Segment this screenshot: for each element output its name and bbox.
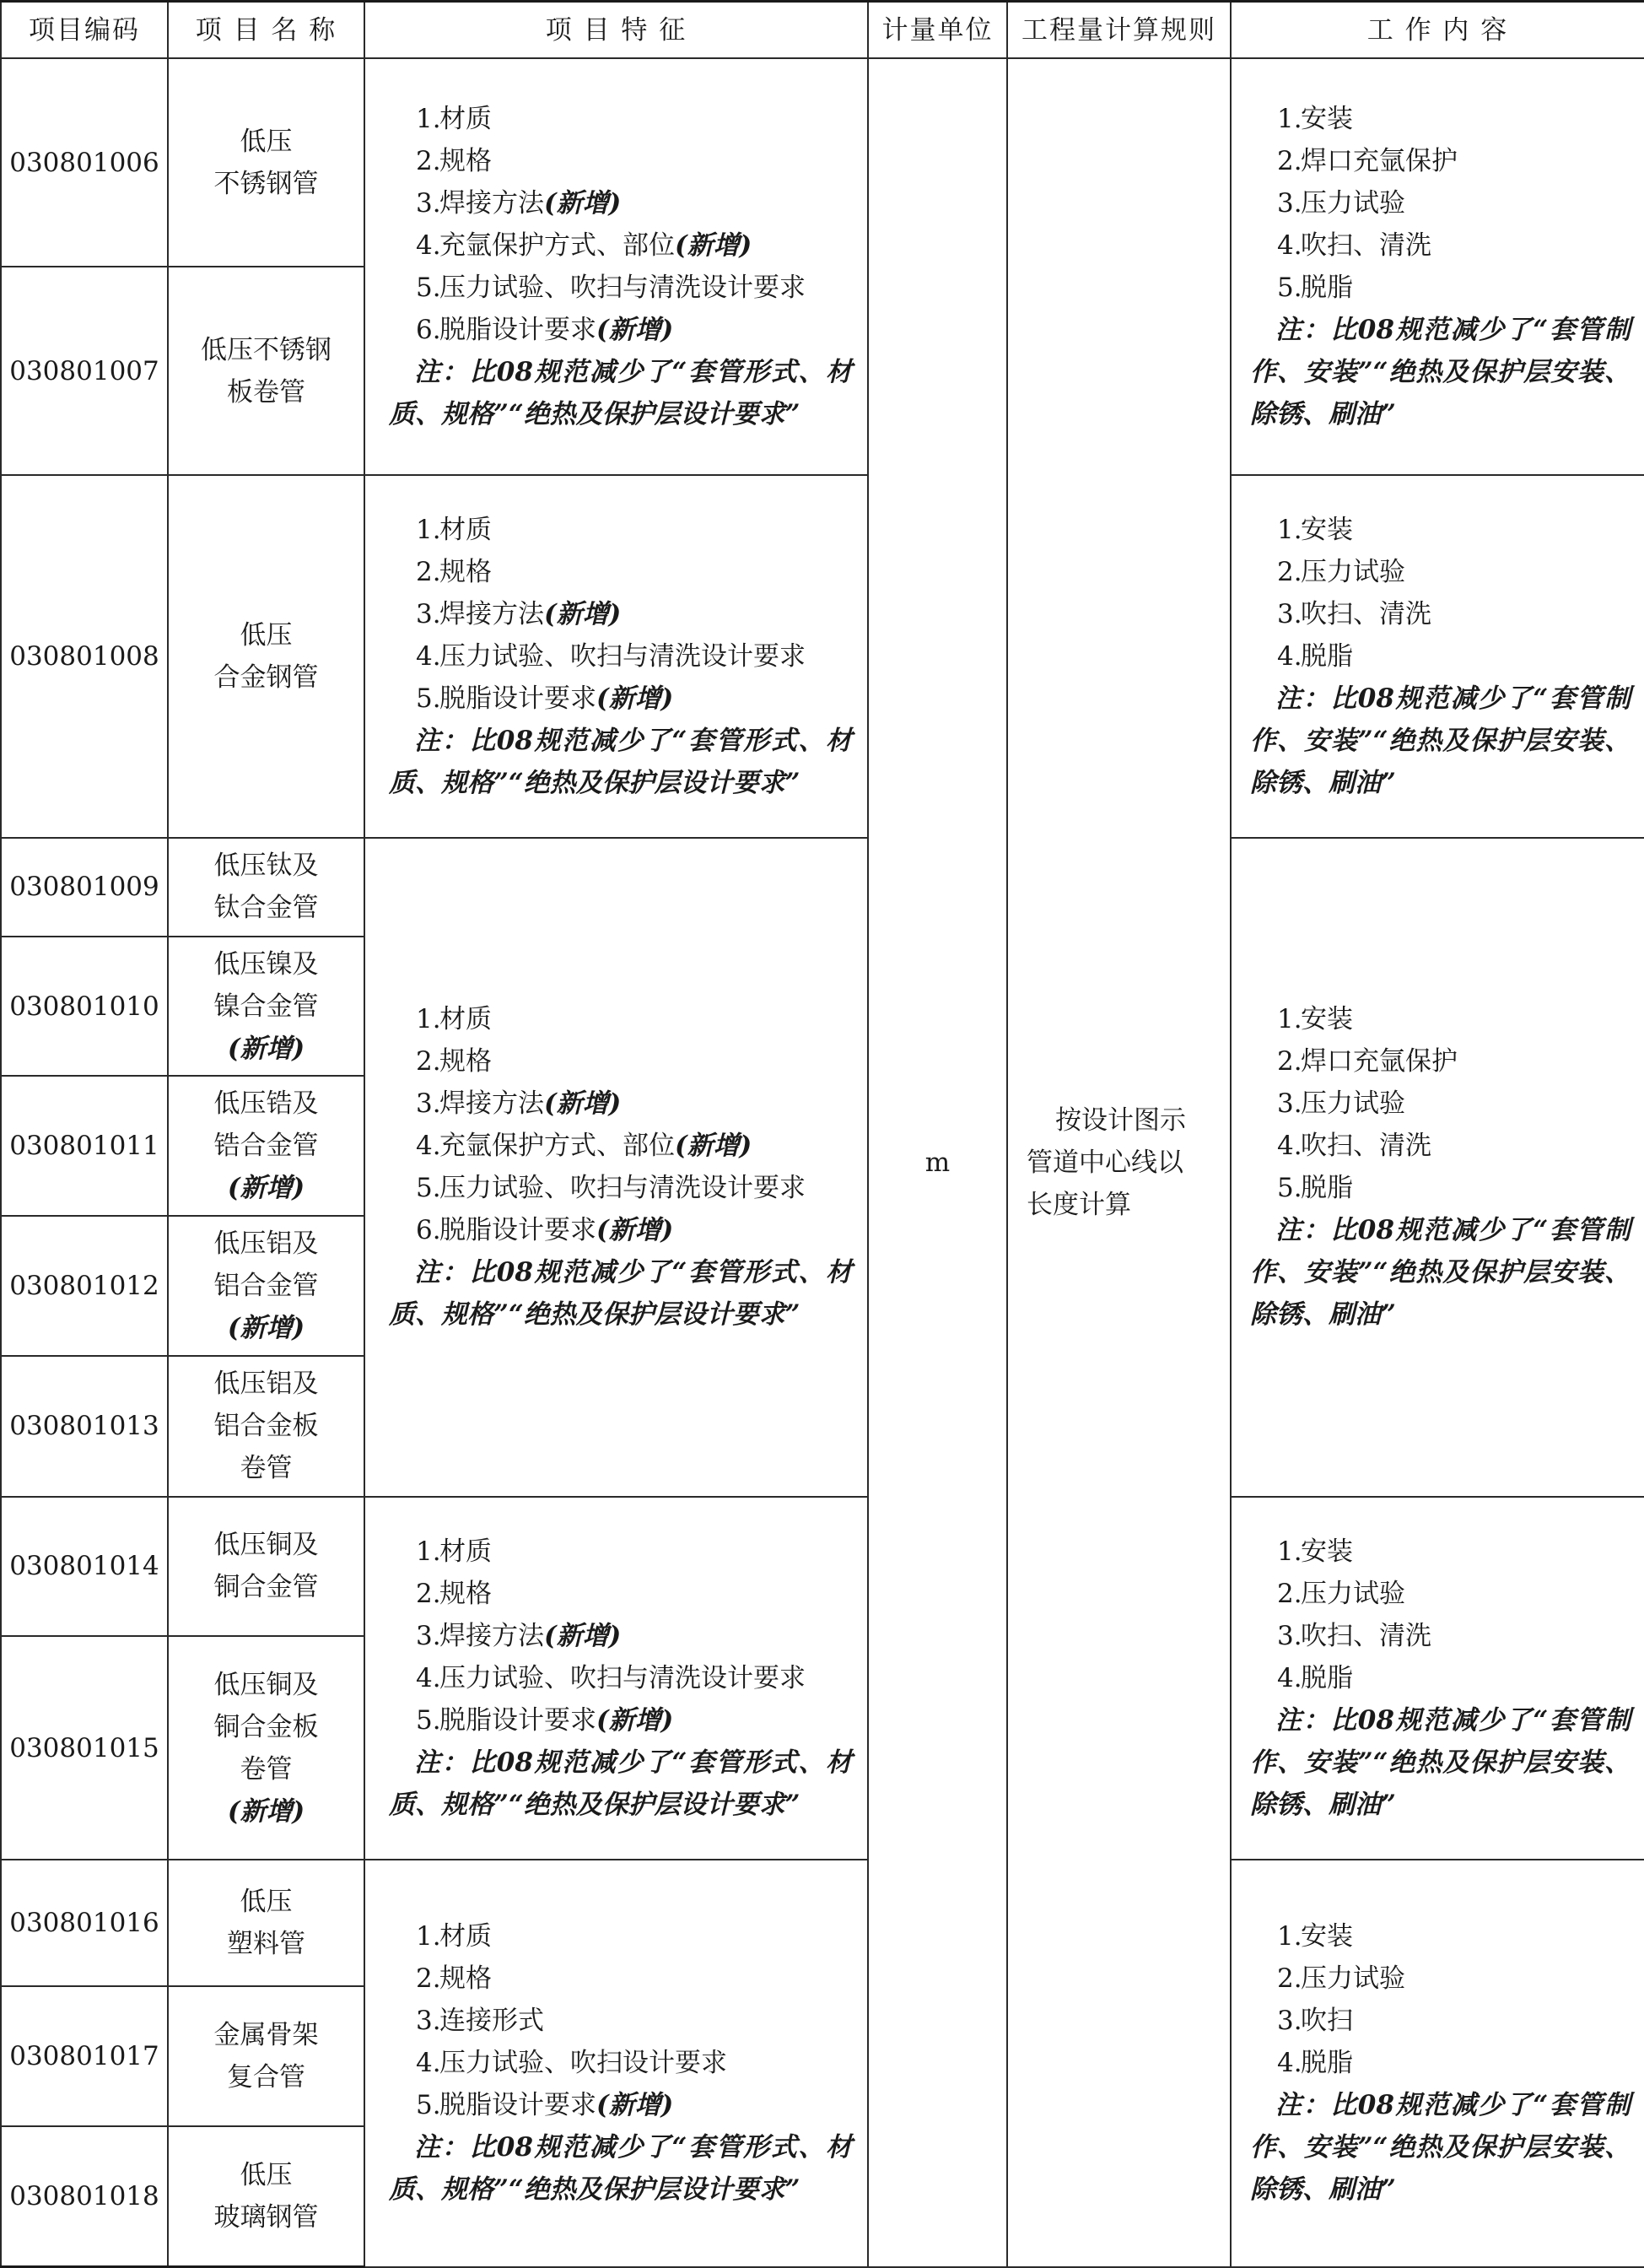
work-item-number: 2. [1277, 146, 1302, 177]
new-tag: (新增) [227, 1312, 305, 1343]
item-code: 030801017 [1, 1986, 168, 2126]
feature-item-text: 充氩保护方式、部位 [439, 1131, 675, 1162]
work-item-number: 3. [1277, 1620, 1302, 1651]
feature-item-number: 1. [416, 1536, 441, 1567]
work-note-text: 注：比08规范减少了“套管制作、安装”“绝热及保护层安装、除锈、刷油” [1250, 2090, 1631, 2206]
item-name-line: 低压不锈钢 [201, 334, 331, 365]
item-name [168, 1497, 364, 1637]
feature-item-number: 4. [416, 230, 441, 262]
item-code: 030801016 [1, 1860, 168, 1986]
feature-item-number: 2. [416, 1578, 441, 1609]
work-item [1250, 2000, 1631, 2042]
item-name-line: 铜合金管 [213, 1572, 319, 1603]
item-name [168, 1636, 364, 1860]
feature-item-text: 脱脂设计要求 [439, 1215, 596, 1246]
feature-item [389, 1125, 852, 1167]
feature-item-text: 压力试验、吹扫设计要求 [439, 2048, 727, 2079]
feature-item-number: 3. [416, 1088, 441, 1120]
feature-item-text: 焊接方法 [439, 188, 544, 219]
feature-item [389, 678, 852, 720]
header-rule: 工程量计算规则 [1007, 2, 1231, 59]
feature-item-number: 2. [416, 1046, 441, 1077]
work-item-text: 焊口充氩保护 [1301, 1046, 1458, 1077]
work-item-text: 脱脂 [1301, 1173, 1353, 1204]
item-name-line: 低压镍及 [213, 948, 319, 980]
feature-item-number: 3. [416, 1620, 441, 1651]
unit-of-measure: m [868, 58, 1007, 2266]
calculation-rule-line: 长度计算 [1027, 1189, 1131, 1220]
work-item [1250, 551, 1631, 593]
feature-item-number: 3. [416, 188, 441, 219]
calculation-rule-line: 按设计图示 [1055, 1104, 1186, 1136]
header-code: 项目编码 [1, 2, 168, 59]
header-work: 工 作 内 容 [1231, 2, 1644, 59]
feature-item-number: 5. [416, 2090, 441, 2121]
note-indent [389, 726, 414, 756]
item-code: 030801015 [1, 1636, 168, 1860]
feature-item-text: 压力试验、吹扫与清洗设计要求 [439, 1173, 806, 1204]
feature-item-number: 1. [416, 104, 441, 135]
features-block [365, 998, 867, 1336]
feature-item [389, 1915, 852, 1958]
item-work-content [1231, 58, 1644, 475]
feature-item-text: 充氩保护方式、部位 [439, 230, 675, 262]
work-item-number: 1. [1277, 1004, 1302, 1035]
feature-item-text: 脱脂设计要求 [439, 2090, 596, 2121]
feature-item [389, 1209, 852, 1251]
feature-item [389, 2084, 852, 2126]
work-item [1250, 1531, 1631, 1573]
new-tag: (新增) [675, 230, 752, 262]
new-tag: (新增) [544, 188, 622, 219]
work-item-number: 3. [1277, 188, 1302, 219]
work-item-text: 压力试验 [1301, 1963, 1405, 1995]
item-name-line: 低压 [240, 2159, 293, 2190]
feature-item-text: 材质 [439, 1921, 492, 1952]
work-note [1250, 678, 1631, 804]
item-features [364, 58, 868, 475]
work-item-number: 4. [1277, 230, 1302, 262]
item-name-line: 金属骨架 [213, 2019, 319, 2050]
feature-item-number: 4. [416, 1662, 441, 1693]
work-block [1232, 98, 1644, 435]
item-name [168, 1076, 364, 1216]
item-code: 030801007 [1, 267, 168, 475]
feature-item-text: 规格 [439, 557, 492, 588]
item-name-line: 低压 [240, 620, 293, 651]
table-row [1, 838, 1644, 936]
work-item [1250, 1083, 1631, 1125]
item-features [364, 1860, 868, 2266]
feature-item-number: 6. [416, 1215, 441, 1246]
item-name-line: 铜合金板 [213, 1711, 319, 1742]
item-name-line: 钛合金管 [213, 893, 319, 924]
new-tag: (新增) [227, 1796, 305, 1827]
item-name [168, 1216, 364, 1356]
feature-item-text: 焊接方法 [439, 1620, 544, 1651]
item-features [364, 1497, 868, 1860]
item-code: 030801008 [1, 475, 168, 838]
feature-item [389, 1699, 852, 1742]
work-note [1250, 309, 1631, 435]
work-item-text: 吹扫、清洗 [1301, 1131, 1431, 1162]
feature-item-text: 材质 [439, 1536, 492, 1567]
item-name [168, 58, 364, 267]
feature-note-text: 注：比08规范减少了“套管形式、材质、规格”“绝热及保护层设计要求” [389, 357, 852, 430]
work-item-text: 脱脂 [1301, 273, 1353, 304]
feature-item-text: 材质 [439, 515, 492, 546]
feature-list [389, 98, 852, 351]
work-item-text: 安装 [1301, 1921, 1353, 1952]
work-item-number: 2. [1277, 1046, 1302, 1077]
item-name [168, 2126, 364, 2267]
work-item-number: 1. [1277, 104, 1302, 135]
new-tag: (新增) [544, 1088, 622, 1120]
work-list [1250, 1531, 1631, 1699]
item-name-line: 铝合金板 [213, 1411, 319, 1442]
work-item-number: 4. [1277, 1131, 1302, 1162]
work-item-text: 焊口充氩保护 [1301, 146, 1458, 177]
item-name-line: 低压 [240, 126, 293, 157]
item-name-line: 合金钢管 [213, 662, 319, 694]
table-row [1, 58, 1644, 267]
work-item-text: 吹扫 [1301, 2006, 1353, 2037]
work-note [1250, 1209, 1631, 1336]
feature-note-text: 注：比08规范减少了“套管形式、材质、规格”“绝热及保护层设计要求” [389, 1257, 852, 1331]
feature-list [389, 509, 852, 720]
feature-item-number: 2. [416, 1963, 441, 1995]
item-name [168, 1860, 364, 1986]
work-item-text: 脱脂 [1301, 2048, 1353, 2079]
item-code: 030801009 [1, 838, 168, 936]
work-item-number: 4. [1277, 641, 1302, 672]
work-item-number: 3. [1277, 2006, 1302, 2037]
note-indent [389, 357, 414, 387]
work-item [1250, 593, 1631, 635]
work-item [1250, 998, 1631, 1040]
new-tag: (新增) [596, 315, 674, 346]
work-item-number: 3. [1277, 599, 1302, 630]
work-item-number: 4. [1277, 1662, 1302, 1693]
calculation-rule [1007, 58, 1231, 2266]
work-item [1250, 635, 1631, 678]
item-name-line: 低压铝及 [213, 1369, 319, 1400]
item-name-line: 铝合金管 [213, 1270, 319, 1301]
work-block [1232, 998, 1644, 1336]
item-code: 030801013 [1, 1356, 168, 1497]
feature-item [389, 593, 852, 635]
item-name [168, 838, 364, 936]
work-item-text: 压力试验 [1301, 1578, 1405, 1609]
item-code: 030801011 [1, 1076, 168, 1216]
feature-item-number: 5. [416, 273, 441, 304]
item-name [168, 937, 364, 1077]
feature-item [389, 1167, 852, 1209]
work-item [1250, 1915, 1631, 1958]
feature-item-number: 1. [416, 1004, 441, 1035]
item-code: 030801010 [1, 937, 168, 1077]
item-code: 030801018 [1, 2126, 168, 2267]
feature-item-text: 焊接方法 [439, 599, 544, 630]
item-name-line: 低压铝及 [213, 1228, 319, 1259]
feature-item [389, 1040, 852, 1083]
work-note-text: 注：比08规范减少了“套管制作、安装”“绝热及保护层安装、除锈、刷油” [1250, 1215, 1631, 1331]
work-item-text: 压力试验 [1301, 557, 1405, 588]
feature-note [389, 351, 852, 435]
feature-item [389, 140, 852, 182]
feature-item-text: 材质 [439, 1004, 492, 1035]
feature-item-number: 3. [416, 599, 441, 630]
table-row [1, 1497, 1644, 1637]
work-note-text: 注：比08规范减少了“套管制作、安装”“绝热及保护层安装、除锈、刷油” [1250, 683, 1631, 799]
new-tag: (新增) [675, 1131, 752, 1162]
work-item-text: 安装 [1301, 515, 1353, 546]
work-block [1232, 1915, 1644, 2211]
feature-item-number: 1. [416, 1921, 441, 1952]
features-block [365, 1915, 867, 2211]
feature-item [389, 1657, 852, 1699]
features-block [365, 509, 867, 804]
item-name-line: 低压钛及 [213, 850, 319, 882]
feature-item-number: 6. [416, 315, 441, 346]
work-item [1250, 1167, 1631, 1209]
feature-note-text: 注：比08规范减少了“套管形式、材质、规格”“绝热及保护层设计要求” [389, 2132, 852, 2206]
header-name: 项 目 名 称 [168, 2, 364, 59]
item-name-line: 板卷管 [227, 376, 305, 408]
feature-list [389, 998, 852, 1251]
work-item-text: 安装 [1301, 1536, 1353, 1567]
work-item-number: 3. [1277, 1088, 1302, 1120]
features-block [365, 1531, 867, 1826]
feature-item-number: 1. [416, 515, 441, 546]
feature-item-text: 规格 [439, 1046, 492, 1077]
work-item-text: 压力试验 [1301, 188, 1405, 219]
work-item [1250, 1573, 1631, 1615]
feature-item-text: 规格 [439, 1578, 492, 1609]
work-item-number: 1. [1277, 515, 1302, 546]
work-item [1250, 1958, 1631, 2000]
work-item-text: 吹扫、清洗 [1301, 1620, 1431, 1651]
work-item [1250, 1125, 1631, 1167]
work-item [1250, 1615, 1631, 1657]
feature-item-number: 4. [416, 1131, 441, 1162]
feature-item-number: 3. [416, 2006, 441, 2037]
item-name-line: 锆合金管 [213, 1131, 319, 1162]
feature-note [389, 1251, 852, 1336]
feature-item-text: 焊接方法 [439, 1088, 544, 1120]
item-name-line: 玻璃钢管 [213, 2201, 319, 2233]
item-features [364, 838, 868, 1496]
work-item-number: 5. [1277, 1173, 1302, 1204]
item-work-content [1231, 1497, 1644, 1860]
feature-list [389, 1531, 852, 1742]
feature-item-number: 2. [416, 146, 441, 177]
feature-note [389, 2126, 852, 2211]
feature-item-text: 压力试验、吹扫与清洗设计要求 [439, 641, 806, 672]
table-row [1, 1860, 1644, 1986]
feature-item [389, 1531, 852, 1573]
work-note [1250, 1699, 1631, 1826]
work-item [1250, 1040, 1631, 1083]
item-name [168, 267, 364, 475]
item-code: 030801012 [1, 1216, 168, 1356]
work-list [1250, 998, 1631, 1209]
work-item [1250, 224, 1631, 267]
item-name-line: 镍合金管 [213, 991, 319, 1022]
feature-item-text: 压力试验、吹扫与清洗设计要求 [439, 1662, 806, 1693]
feature-item [389, 1083, 852, 1125]
item-name-line: 低压锆及 [213, 1088, 319, 1120]
work-item-text: 吹扫、清洗 [1301, 599, 1431, 630]
item-code: 030801014 [1, 1497, 168, 1637]
item-name-line: 不锈钢管 [213, 168, 319, 199]
feature-item [389, 998, 852, 1040]
feature-item [389, 2000, 852, 2042]
work-item-text: 安装 [1301, 1004, 1353, 1035]
new-tag: (新增) [596, 683, 674, 715]
feature-item-text: 材质 [439, 104, 492, 135]
feature-item [389, 98, 852, 140]
work-list [1250, 509, 1631, 678]
feature-item-text: 规格 [439, 146, 492, 177]
work-item-number: 1. [1277, 1921, 1302, 1952]
work-item-number: 2. [1277, 1963, 1302, 1995]
work-item [1250, 1657, 1631, 1699]
feature-note-text: 注：比08规范减少了“套管形式、材质、规格”“绝热及保护层设计要求” [389, 1747, 852, 1820]
work-item-number: 2. [1277, 1578, 1302, 1609]
new-tag: (新增) [544, 1620, 622, 1651]
new-tag: (新增) [544, 599, 622, 630]
work-item-number: 1. [1277, 1536, 1302, 1567]
feature-item [389, 309, 852, 351]
feature-item [389, 1615, 852, 1657]
feature-item [389, 635, 852, 678]
feature-item-number: 4. [416, 2048, 441, 2079]
work-item-number: 2. [1277, 557, 1302, 588]
new-tag: (新增) [227, 1173, 305, 1204]
work-item-text: 脱脂 [1301, 1662, 1353, 1693]
item-features [364, 475, 868, 838]
item-work-content [1231, 475, 1644, 838]
item-code: 030801006 [1, 58, 168, 267]
work-note-text: 注：比08规范减少了“套管制作、安装”“绝热及保护层安装、除锈、刷油” [1250, 315, 1631, 430]
header-features: 项 目 特 征 [364, 2, 868, 59]
calculation-rule-line: 管道中心线以 [1027, 1147, 1183, 1178]
work-note [1250, 2084, 1631, 2211]
work-item-number: 5. [1277, 273, 1302, 304]
feature-item [389, 224, 852, 267]
feature-item-number: 5. [416, 1704, 441, 1736]
item-name [168, 1986, 364, 2126]
work-note-text: 注：比08规范减少了“套管制作、安装”“绝热及保护层安装、除锈、刷油” [1250, 1704, 1631, 1820]
work-item [1250, 509, 1631, 551]
feature-item [389, 1958, 852, 2000]
note-indent [389, 2132, 414, 2163]
note-indent [1250, 1705, 1275, 1736]
item-name-line: 低压 [240, 1887, 293, 1918]
feature-item [389, 551, 852, 593]
work-item-text: 压力试验 [1301, 1088, 1405, 1120]
feature-item-number: 4. [416, 641, 441, 672]
work-item [1250, 182, 1631, 224]
item-name-line: 卷管 [240, 1453, 293, 1484]
work-block [1232, 1531, 1644, 1826]
feature-item [389, 267, 852, 309]
feature-item-number: 5. [416, 683, 441, 715]
feature-item-number: 5. [416, 1173, 441, 1204]
feature-list [389, 1915, 852, 2126]
item-name [168, 475, 364, 838]
item-name-line: 塑料管 [227, 1929, 305, 1960]
work-item [1250, 2042, 1631, 2084]
note-indent [1250, 1215, 1275, 1245]
feature-item [389, 1573, 852, 1615]
features-block [365, 98, 867, 435]
header-row [1, 2, 1644, 59]
new-tag: (新增) [596, 1215, 674, 1246]
work-list [1250, 1915, 1631, 2084]
feature-item-text: 脱脂设计要求 [439, 315, 596, 346]
note-indent [389, 1257, 414, 1288]
feature-note [389, 720, 852, 804]
feature-item-text: 连接形式 [439, 2006, 544, 2037]
feature-item [389, 182, 852, 224]
feature-item [389, 509, 852, 551]
new-tag: (新增) [596, 2090, 674, 2121]
new-tag: (新增) [227, 1033, 305, 1064]
feature-note [389, 1742, 852, 1826]
note-indent [1250, 315, 1275, 345]
feature-item-number: 2. [416, 557, 441, 588]
header-unit: 计量单位 [868, 2, 1007, 59]
work-item-text: 脱脂 [1301, 641, 1353, 672]
item-name-line: 低压铜及 [213, 1530, 319, 1561]
work-block [1232, 509, 1644, 804]
feature-item-text: 规格 [439, 1963, 492, 1995]
note-indent [1250, 683, 1275, 714]
item-work-content [1231, 1860, 1644, 2266]
item-work-content [1231, 838, 1644, 1496]
work-item-text: 安装 [1301, 104, 1353, 135]
item-name [168, 1356, 364, 1497]
feature-note-text: 注：比08规范减少了“套管形式、材质、规格”“绝热及保护层设计要求” [389, 726, 852, 799]
note-indent [1250, 2090, 1275, 2120]
item-name-line: 低压铜及 [213, 1669, 319, 1700]
table-row [1, 475, 1644, 838]
feature-item [389, 2042, 852, 2084]
feature-item-text: 脱脂设计要求 [439, 1704, 596, 1736]
item-name-line: 卷管 [240, 1753, 293, 1785]
feature-item-text: 脱脂设计要求 [439, 683, 596, 715]
note-indent [389, 1747, 414, 1778]
feature-item-text: 压力试验、吹扫与清洗设计要求 [439, 273, 806, 304]
work-item-number: 4. [1277, 2048, 1302, 2079]
work-item-text: 吹扫、清洗 [1301, 230, 1431, 262]
new-tag: (新增) [596, 1704, 674, 1736]
work-list [1250, 98, 1631, 309]
work-item [1250, 267, 1631, 309]
item-name-line: 复合管 [227, 2061, 305, 2092]
work-item [1250, 140, 1631, 182]
work-item [1250, 98, 1631, 140]
